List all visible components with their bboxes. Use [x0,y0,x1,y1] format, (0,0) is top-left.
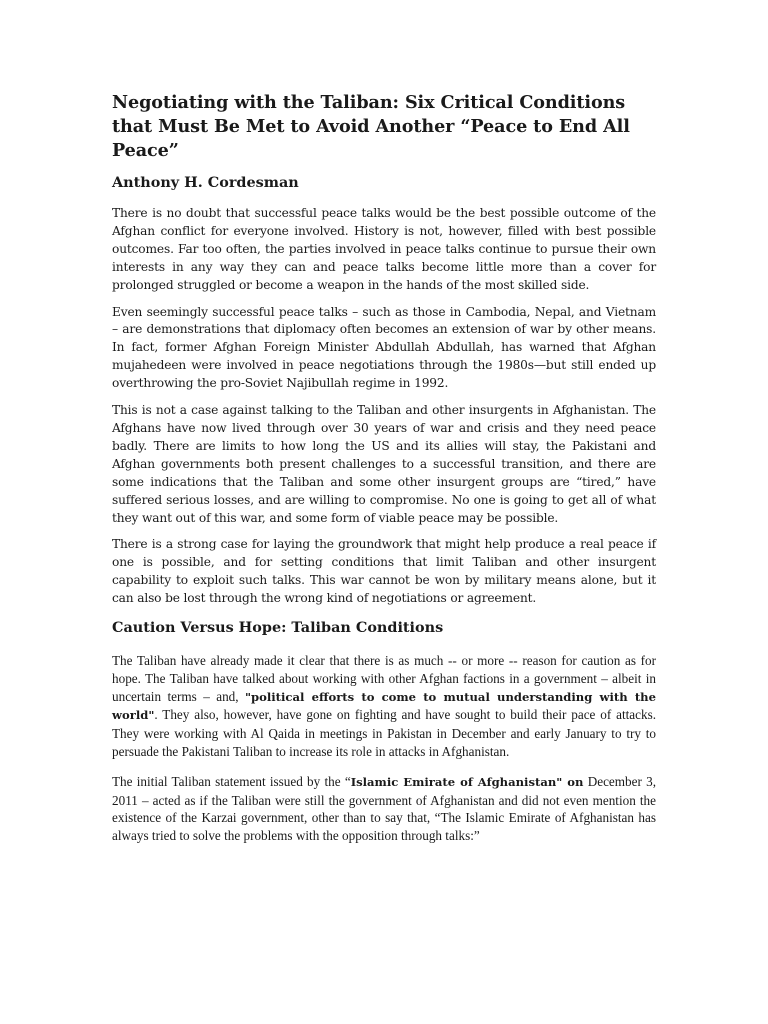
intro-paragraph: There is no doubt that successful peace talks would be the best possible outcome of the Afghan conflict for everyone involved. History is not, however, filled with best possible outcomes. Far too often, the parties involved in peace talks continue to pursue their own interests in any way they can and peace talks become little more than a cover for prolonged struggled or become a weapon in the hands of the most skilled side. [112,206,656,292]
intro-paragraph: Even seemingly successful peace talks – such as those in Cambodia, Nepal, and Vietnam – are demonstrations that diplomacy often becomes an extension of war by other means. In fact, former Afghan Foreign Minister Abdullah Abdullah, has warned that Afghan mujahedeen were involved in peace negotiations through the 1980s—but still ended up overthrowing the pro-Soviet Najibullah regime in 1992. [112,304,656,391]
paragraph-text: . They also, however, have gone on fighting and have sought to build their pace of attacks. They were working with Al Qaida in meetings in Pakistan in December and early January to try to persuade the Pakistani Taliban to increase its role in attacks in Afghanistan. [112,707,656,760]
paragraph-text: The initial Taliban statement issued by the “ [112,773,351,789]
paragraph-text: The Taliban have already made it clear that there is as much -- or more -- reason for caution as for hope. The Taliban have talked about working with other Afghan factions in a government – albeit in uncertain terms – and, [112,653,656,704]
section-paragraph [112,652,656,761]
paragraph-text: December 3, 2011 – acted as if the Taliban were still the government of Afghanistan and did not even mention the existence of the Karzai government, other than to say that, “The Islamic Emirate of Afghanistan has always tried to solve the problems with the opposition through talks:” [112,773,656,844]
author-name: Anthony H. Cordesman [112,174,299,191]
quoted-phrase: Islamic Emirate of Afghanistan" on [350,774,584,789]
document-title: Negotiating with the Taliban: Six Critical Conditions that Must Be Met to Avoid Another “Peace to End All Peace” [112,92,630,161]
quoted-phrase: "political efforts to come to mutual understanding with the world" [112,689,656,723]
intro-paragraph: This is not a case against talking to the Taliban and other insurgents in Afghanistan. The Afghans have now lived through over 30 years of war and crisis and they need peace badly. There are limits to how long the US and its allies will stay, the Pakistani and Afghan governments both present challenges to a successful transition, and there are some indications that the Taliban and some other insurgent groups are “tired,” have suffered serious losses, and are willing to compromise. No one is going to get all of what they want out of this war, and some form of viable peace may be possible. [112,403,656,525]
section-paragraph [112,773,656,845]
section-heading: Caution Versus Hope: Taliban Conditions [112,619,444,637]
intro-paragraph: There is a strong case for laying the groundwork that might help produce a real peace if one is possible, and for setting conditions that limit Taliban and other insurgent capability to exploit such talks. This war cannot be won by military means alone, but it can also be lost through the wrong kind of negotiations or agreement. [112,537,656,606]
